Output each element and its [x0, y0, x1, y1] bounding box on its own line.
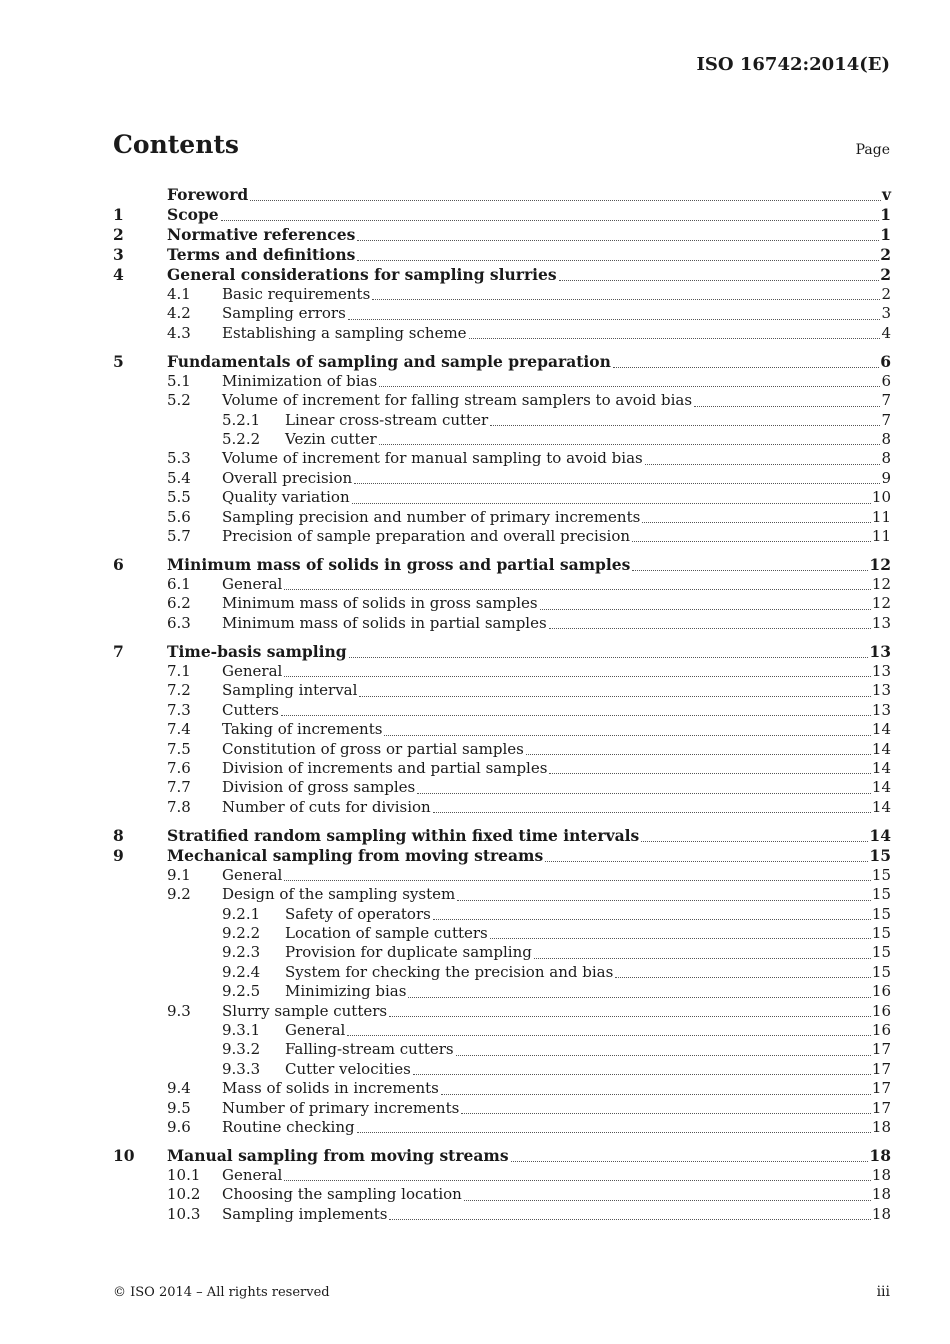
- toc-entry-number: 9.2: [167, 885, 191, 904]
- toc-entry-title: General: [222, 1166, 283, 1184]
- toc-entry[interactable]: [113, 778, 891, 797]
- dot-leader: [645, 463, 881, 465]
- dot-leader: [461, 1112, 871, 1114]
- toc-entry-title: Stratified random sampling within fixed time intervals: [167, 825, 640, 845]
- toc-entry-title: Volume of increment for falling stream samplers to avoid bias: [222, 391, 693, 410]
- dot-leader: [433, 918, 871, 920]
- dot-leader: [352, 502, 871, 504]
- toc-entry-page: 13: [871, 661, 891, 680]
- toc-entry[interactable]: [113, 555, 891, 575]
- toc-entry-number: 9.3.3: [222, 1059, 261, 1078]
- dot-leader: [433, 811, 871, 813]
- toc-entry-number: 7.7: [167, 778, 191, 797]
- dot-leader: [490, 424, 880, 426]
- toc-entry[interactable]: [113, 304, 891, 323]
- toc-entry-number: 9.2.2: [222, 923, 261, 942]
- toc-entry[interactable]: [113, 943, 891, 962]
- toc-entry-title: Scope: [167, 205, 219, 224]
- toc-entry-page: 18: [871, 1185, 891, 1204]
- toc-entry[interactable]: [113, 905, 891, 924]
- toc-entry-page: 18: [871, 1204, 891, 1223]
- toc-entry[interactable]: [113, 488, 891, 507]
- toc-entry-title: General: [222, 661, 283, 680]
- toc-entry[interactable]: [113, 508, 891, 527]
- dot-leader: [250, 199, 881, 201]
- toc-entry-number: 9.2.1: [222, 904, 261, 923]
- dot-leader: [632, 569, 868, 571]
- toc-entry-number: 6.2: [167, 594, 191, 613]
- toc-entry-page: 7: [881, 410, 891, 429]
- toc-entry[interactable]: [113, 759, 891, 778]
- dot-leader: [284, 879, 871, 881]
- toc-entry[interactable]: [113, 982, 891, 1001]
- toc-entry-page: 8: [881, 430, 891, 449]
- dot-leader: [379, 443, 881, 445]
- toc-entry[interactable]: [113, 1166, 891, 1185]
- toc-entry-page: 3: [881, 304, 891, 323]
- page-column-label: Page: [855, 142, 890, 158]
- toc-entry-title: Minimum mass of solids in gross samples: [222, 594, 538, 613]
- toc-entry[interactable]: [113, 720, 891, 739]
- toc-entry-page: 14: [871, 758, 891, 777]
- toc-entry-number: 6.3: [167, 613, 191, 632]
- dot-leader: [389, 1218, 870, 1220]
- dot-leader: [221, 219, 880, 221]
- toc-entry-page: 11: [871, 527, 891, 546]
- toc-entry-number: 6.1: [167, 575, 191, 594]
- toc-entry-page: 17: [871, 1079, 891, 1098]
- toc-entry-number: 7.4: [167, 720, 191, 739]
- toc-entry[interactable]: [113, 205, 891, 225]
- toc-entry-title: Sampling interval: [222, 681, 358, 700]
- toc-entry-title: Mass of solids in increments: [222, 1079, 439, 1098]
- toc-entry-title: System for checking the precision and bias: [285, 962, 614, 981]
- dot-leader: [490, 937, 871, 939]
- toc-entry-page: 17: [871, 1059, 891, 1078]
- toc-entry-page: 12: [871, 594, 891, 613]
- toc-entry-page: 14: [871, 778, 891, 797]
- toc-entry-page: 6: [880, 351, 891, 371]
- toc-entry-title: Basic requirements: [222, 285, 371, 303]
- toc-entry-number: 2: [113, 225, 124, 244]
- dot-leader: [284, 1179, 871, 1181]
- toc-entry[interactable]: [113, 866, 891, 885]
- toc-entry-title: Routine checking: [222, 1118, 355, 1136]
- toc-entry-title: Sampling implements: [222, 1204, 388, 1223]
- dot-leader: [284, 675, 871, 677]
- toc-entry-number: 5.2.2: [222, 430, 261, 449]
- toc-entry-number: 10.2: [167, 1185, 201, 1204]
- toc-entry-number: 7.8: [167, 797, 191, 816]
- dot-leader: [559, 279, 880, 281]
- dot-leader: [348, 318, 881, 320]
- toc-entry-title: Location of sample cutters: [285, 923, 488, 942]
- toc-entry-number: 7.2: [167, 681, 191, 700]
- toc-entry-page: 18: [871, 1118, 891, 1136]
- toc-entry-title: Falling-stream cutters: [285, 1040, 454, 1059]
- dot-leader: [357, 259, 879, 261]
- toc-entry-title: Division of gross samples: [222, 778, 416, 797]
- toc-entry-number: 10.3: [167, 1204, 201, 1223]
- toc-entry-number: 5.1: [167, 371, 191, 390]
- toc-entry-title: General: [222, 575, 283, 594]
- dot-leader: [379, 385, 880, 387]
- toc-entry-title: Normative references: [167, 225, 356, 244]
- dot-leader: [281, 714, 871, 716]
- toc-entry-number: 7.3: [167, 700, 191, 719]
- toc-entry-number: 9.4: [167, 1079, 191, 1098]
- toc-entry-title: Linear cross-stream cutter: [285, 410, 489, 429]
- toc-entry-page: 2: [880, 265, 891, 284]
- toc-entry[interactable]: [113, 575, 891, 594]
- toc-entry-page: 1: [880, 205, 891, 224]
- toc-entry-number: 9.2.5: [222, 982, 261, 1001]
- toc-entry-number: 5: [113, 351, 124, 371]
- toc-entry-number: 9: [113, 845, 124, 865]
- toc-entry-page: 14: [869, 825, 891, 845]
- toc-entry-title: Sampling errors: [222, 304, 346, 323]
- toc-entry-title: Design of the sampling system: [222, 885, 456, 904]
- document-id: ISO 16742:2014(E): [696, 54, 890, 75]
- toc-entry[interactable]: [113, 430, 891, 449]
- dot-leader: [357, 239, 879, 241]
- toc-entry[interactable]: [113, 1099, 891, 1118]
- dot-leader: [417, 792, 871, 794]
- toc-entry-title: Number of primary increments: [222, 1098, 460, 1117]
- toc-entry-number: 9.3.2: [222, 1040, 261, 1059]
- toc-entry-number: 9.6: [167, 1118, 191, 1136]
- toc-entry-number: 5.4: [167, 468, 191, 487]
- toc-entry-title: Cutters: [222, 700, 279, 719]
- toc-entry-page: 13: [869, 641, 891, 661]
- toc-entry-number: 9.3.1: [222, 1020, 261, 1039]
- toc-entry-title: Manual sampling from moving streams: [167, 1146, 509, 1165]
- toc-entry-number: 7.6: [167, 758, 191, 777]
- toc-entry[interactable]: [113, 1060, 891, 1079]
- toc-entry-page: 7: [881, 391, 891, 410]
- dot-leader: [413, 1073, 871, 1075]
- toc-entry-title: Quality variation: [222, 488, 350, 507]
- toc-entry-title: Choosing the sampling location: [222, 1185, 462, 1204]
- toc-entry-page: 15: [871, 904, 891, 923]
- toc-entry-number: 9.2.3: [222, 943, 261, 962]
- toc-entry[interactable]: [113, 1002, 891, 1021]
- dot-leader: [464, 1199, 871, 1201]
- toc-entry-title: Precision of sample preparation and overall precision: [222, 527, 631, 546]
- toc-entry-number: 5.6: [167, 507, 191, 526]
- toc-entry-title: Cutter velocities: [285, 1059, 411, 1078]
- dot-leader: [469, 337, 881, 339]
- toc-entry-page: 17: [871, 1098, 891, 1117]
- toc-entry-page: 16: [871, 982, 891, 1001]
- toc-entry[interactable]: [113, 963, 891, 982]
- dot-leader: [613, 366, 879, 368]
- dot-leader: [357, 1131, 871, 1133]
- toc-entry-number: 8: [113, 825, 124, 845]
- toc-entry[interactable]: [113, 225, 891, 245]
- toc-entry[interactable]: [113, 594, 891, 613]
- toc-entry[interactable]: [113, 642, 891, 662]
- toc-entry[interactable]: [113, 265, 891, 285]
- toc-entry-title: General considerations for sampling slurries: [167, 265, 557, 284]
- toc-entry-title: Fundamentals of sampling and sample preparation: [167, 351, 611, 371]
- toc-entry-title: Slurry sample cutters: [222, 1001, 388, 1020]
- toc-entry-title: Minimizing bias: [285, 982, 407, 1001]
- toc-entry-page: 14: [871, 720, 891, 739]
- toc-entry-number: 9.5: [167, 1098, 191, 1117]
- toc-entry-page: 13: [871, 681, 891, 700]
- toc-entry-number: 9.1: [167, 865, 191, 884]
- toc-entry[interactable]: [113, 1079, 891, 1098]
- toc-entry-number: 10: [113, 1146, 135, 1165]
- dot-leader: [441, 1093, 871, 1095]
- toc-entry[interactable]: [113, 1146, 891, 1166]
- toc-entry-page: 6: [881, 371, 891, 390]
- toc-entry[interactable]: [113, 527, 891, 546]
- toc-entry-page: 16: [871, 1001, 891, 1020]
- toc-entry-title: Taking of increments: [222, 720, 383, 739]
- toc-entry-title: Minimum mass of solids in partial samples: [222, 613, 547, 632]
- toc-entry-number: 10.1: [167, 1166, 201, 1184]
- toc-entry-number: 5.2: [167, 391, 191, 410]
- toc-entry-page: 17: [871, 1040, 891, 1059]
- toc-entry[interactable]: [113, 324, 891, 343]
- dot-leader: [615, 976, 871, 978]
- toc-entry[interactable]: [113, 245, 891, 265]
- toc-entry-page: 18: [869, 1146, 891, 1165]
- toc-entry-title: Division of increments and partial samples: [222, 758, 548, 777]
- dot-leader: [359, 695, 870, 697]
- toc-entry-page: 15: [871, 943, 891, 962]
- toc-entry[interactable]: [113, 1040, 891, 1059]
- toc-entry-number: 5.5: [167, 488, 191, 507]
- dot-leader: [354, 482, 880, 484]
- dot-leader: [408, 996, 871, 998]
- toc-entry-number: 3: [113, 245, 124, 264]
- dot-leader: [632, 540, 871, 542]
- toc-entry-page: 12: [871, 575, 891, 594]
- toc-entry-title: Minimization of bias: [222, 371, 378, 390]
- dot-leader: [694, 405, 880, 407]
- toc-entry[interactable]: [113, 352, 891, 372]
- toc-entry[interactable]: [113, 391, 891, 410]
- toc-entry[interactable]: [113, 798, 891, 817]
- toc-entry-page: 13: [871, 700, 891, 719]
- dot-leader: [545, 860, 868, 862]
- toc-entry[interactable]: [113, 185, 891, 205]
- toc-entry-page: 15: [869, 845, 891, 865]
- toc-entry-page: 2: [880, 245, 891, 264]
- toc-entry-title: General: [222, 865, 283, 884]
- dot-leader: [534, 957, 871, 959]
- toc-entry-number: 5.7: [167, 527, 191, 546]
- page-number: iii: [876, 1284, 890, 1300]
- toc-entry-title: Safety of operators: [285, 904, 431, 923]
- toc-entry-page: 2: [881, 285, 891, 303]
- toc-entry-number: 7.1: [167, 661, 191, 680]
- table-of-contents: [113, 185, 891, 1224]
- toc-entry[interactable]: [113, 1205, 891, 1224]
- dot-leader: [372, 298, 880, 300]
- dot-leader: [347, 1034, 871, 1036]
- toc-entry[interactable]: [113, 1021, 891, 1040]
- dot-leader: [641, 840, 868, 842]
- toc-entry-title: Number of cuts for division: [222, 797, 431, 816]
- dot-leader: [511, 1160, 869, 1162]
- toc-entry-number: 6: [113, 555, 124, 575]
- toc-entry[interactable]: [113, 372, 891, 391]
- toc-entry-title: Establishing a sampling scheme: [222, 323, 467, 342]
- dot-leader: [384, 734, 870, 736]
- toc-entry-number: 5.3: [167, 449, 191, 468]
- toc-entry[interactable]: [113, 681, 891, 700]
- toc-entry-page: 13: [871, 613, 891, 632]
- toc-entry-page: 12: [869, 555, 891, 575]
- toc-entry-number: 4.1: [167, 285, 191, 303]
- toc-entry-number: 9.2.4: [222, 962, 261, 981]
- toc-entry-number: 7.5: [167, 739, 191, 758]
- toc-entry[interactable]: [113, 1185, 891, 1204]
- toc-entry[interactable]: [113, 614, 891, 633]
- toc-entry-title: Vezin cutter: [285, 430, 377, 449]
- toc-entry-title: Terms and definitions: [167, 245, 356, 264]
- toc-entry-title: Time-basis sampling: [167, 641, 347, 661]
- toc-entry-title: Constitution of gross or partial samples: [222, 739, 524, 758]
- toc-entry-title: Sampling precision and number of primary increments: [222, 507, 641, 526]
- toc-entry[interactable]: [113, 411, 891, 430]
- toc-entry-title: Mechanical sampling from moving streams: [167, 845, 544, 865]
- toc-entry-number: 4: [113, 265, 124, 284]
- toc-entry-page: 16: [871, 1020, 891, 1039]
- dot-leader: [457, 899, 871, 901]
- dot-leader: [549, 627, 871, 629]
- toc-entry-page: 14: [871, 739, 891, 758]
- toc-entry-page: 8: [881, 449, 891, 468]
- toc-entry-number: 4.2: [167, 304, 191, 323]
- dot-leader: [526, 753, 871, 755]
- toc-entry[interactable]: [113, 846, 891, 866]
- dot-leader: [456, 1054, 871, 1056]
- toc-entry-number: 7: [113, 641, 124, 661]
- toc-entry-title: Foreword: [167, 185, 249, 204]
- toc-entry-page: 18: [871, 1166, 891, 1184]
- toc-entry[interactable]: [113, 740, 891, 759]
- toc-entry[interactable]: [113, 924, 891, 943]
- toc-entry-number: 4.3: [167, 323, 191, 342]
- toc-entry-title: Overall precision: [222, 468, 353, 487]
- toc-entry[interactable]: [113, 662, 891, 681]
- toc-entry-page: 1: [880, 225, 891, 244]
- toc-entry-page: v: [881, 185, 891, 204]
- toc-entry-title: Minimum mass of solids in gross and partial samples: [167, 555, 631, 575]
- toc-entry[interactable]: [113, 701, 891, 720]
- toc-entry-number: 5.2.1: [222, 410, 261, 429]
- toc-entry-page: 15: [871, 865, 891, 884]
- toc-entry-number: 1: [113, 205, 124, 224]
- toc-entry-page: 11: [871, 507, 891, 526]
- dot-leader: [642, 521, 871, 523]
- dot-leader: [284, 588, 871, 590]
- toc-entry[interactable]: [113, 826, 891, 846]
- dot-leader: [549, 772, 870, 774]
- dot-leader: [349, 656, 869, 658]
- dot-leader: [540, 608, 871, 610]
- toc-entry-title: General: [285, 1020, 346, 1039]
- toc-entry-title: Volume of increment for manual sampling to avoid bias: [222, 449, 643, 468]
- toc-entry-page: 10: [871, 488, 891, 507]
- toc-entry[interactable]: [113, 885, 891, 904]
- toc-entry-page: 15: [871, 962, 891, 981]
- toc-entry[interactable]: [113, 449, 891, 468]
- toc-entry-page: 14: [871, 797, 891, 816]
- page-title: Contents: [113, 130, 240, 159]
- toc-entry[interactable]: [113, 1118, 891, 1137]
- toc-entry-title: Provision for duplicate sampling: [285, 943, 532, 962]
- copyright-notice: © ISO 2014 – All rights reserved: [113, 1285, 330, 1300]
- toc-entry[interactable]: [113, 469, 891, 488]
- dot-leader: [389, 1015, 871, 1017]
- toc-entry-page: 15: [871, 885, 891, 904]
- toc-entry-page: 4: [881, 323, 891, 342]
- toc-entry-number: 9.3: [167, 1001, 191, 1020]
- toc-entry[interactable]: [113, 285, 891, 304]
- toc-entry-page: 9: [881, 468, 891, 487]
- toc-entry-page: 15: [871, 923, 891, 942]
